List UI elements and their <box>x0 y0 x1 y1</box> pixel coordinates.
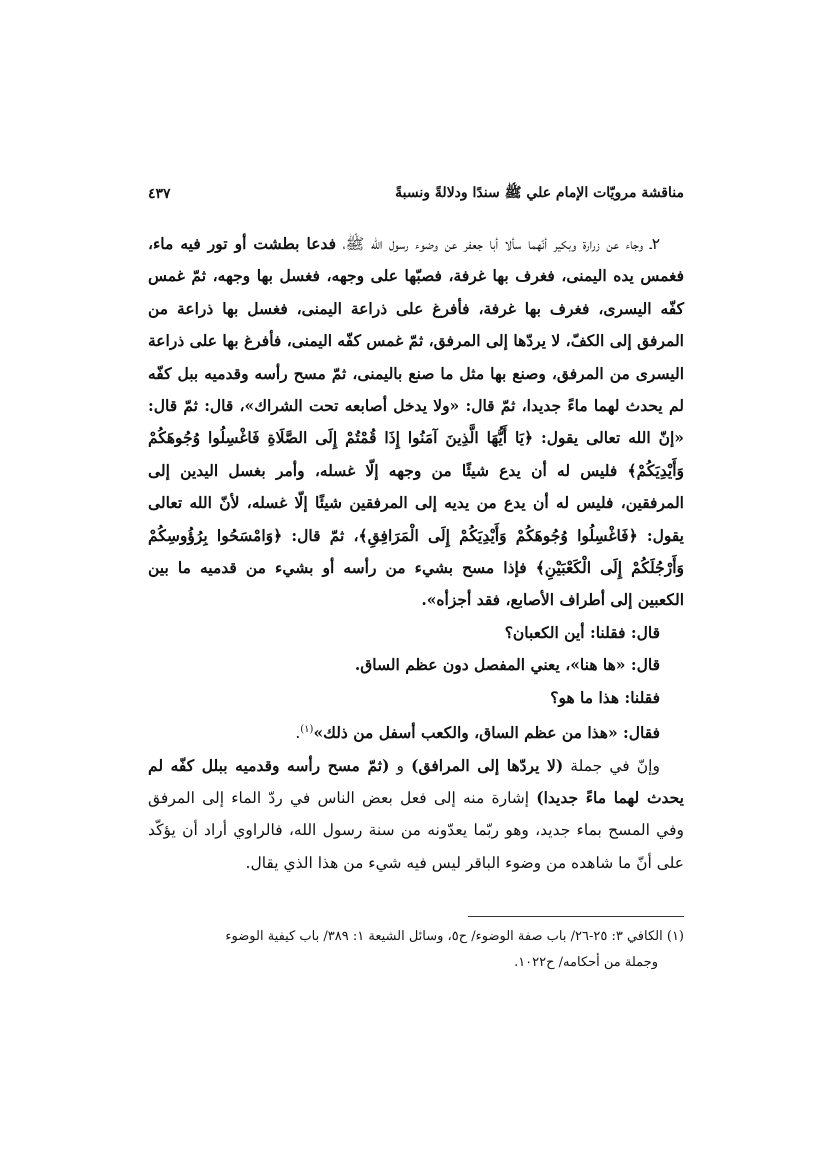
page-number: ٤٣٧ <box>148 186 171 202</box>
dialogue-end: . <box>295 724 301 743</box>
paragraph-commentary <box>148 750 684 880</box>
running-header <box>148 180 684 208</box>
footnote-line: وجملة من أحكامه/ ح١٠٢٢. <box>514 955 658 970</box>
footnote-divider <box>468 916 684 917</box>
commentary-part: و <box>389 756 412 775</box>
header-title: مناقشة مرويّات الإمام علي ﷺ سندًا ودلالةً ونسبةً <box>395 185 684 201</box>
dialogue-line: فقلنا: هذا ما هو؟ <box>550 687 660 707</box>
dialogue-text: فقال: «هذا من عظم الساق، والكعب أسفل من ذلك» <box>313 723 660 743</box>
dialogue-line-with-note <box>148 714 684 750</box>
quoted-phrase: (لا يردّها إلى المرافق) <box>411 755 564 775</box>
commentary-part: إشارة منه إلى فعل بعض الناس في ردّ الماء إلى المرفق وفي المسح بماء جديد، وهو ربّما يعدّونه من سنة رسول الله، فالراوي أراد أن يؤكّد على أنّ ما شاهده من وضوء الباقر ليس فيه شيء من هذا الذي يقال. <box>148 789 684 872</box>
dialogue-line: قال: فقلنا: أين الكعبان؟ <box>504 622 660 642</box>
footnotes <box>148 924 684 976</box>
hadith-text: فدعا بطشت أو تور فيه ماء، فغمس يده اليمنى، فغرف بها غرفة، فصبّها على وجهه، فغسل بها وجهه، ثمّ غمس كفّه اليسرى، فغرف بها غرفة، فأفرغ على ذراعة اليمنى، فغسل بها ذراعة من المرفق إلى الكفّ، لا يردّها إلى المرفق، ثمّ غمس كفّه اليمنى، فأفرغ بها على ذراعة اليسرى من المرفق، وصنع بها مثل ما صنع باليمنى، ثمّ مسح رأسه وقدميه ببل كفّه لم يحدث لهما ماءً جديدا، ثمّ قال: «ولا يدخل أصابعه تحت الشراك»، قال: ثمّ قال: «إنّ الله تعالى يقول: ﴿يَا أَيُّهَا الَّذِينَ آمَنُوا إِذَا قُمْتُمْ إِلَى الصَّلَاةِ فَاغْسِلُوا وُجُوهَكُمْ وَأَيْدِيَكُمْ﴾ فليس له أن يدع شيئًا من وجهه إلّا غسله، وأمر بغسل اليدين إلى المرفقين، فليس له أن يدع من يديه إلى المرفقين شيئًا إلّا غسله، لأنّ الله تعالى يقول: ﴿فَاغْسِلُوا وُجُوهَكُمْ وَأَيْدِيَكُمْ إِلَى الْمَرَافِقِ﴾، ثمّ قال: ﴿وَامْسَحُوا بِرُؤُوسِكُمْ وَأَرْجُلَكُمْ إِلَى الْكَعْبَيْنِ﴾ فإذا مسح بشيء من رأسه أو بشيء من قدميه ما بين الكعبين إلى أطراف الأصابع، فقد أجزأه». <box>148 234 684 610</box>
dialogue-line: قال: «ها هنا»، يعني المفصل دون عظم الساق. <box>354 655 660 675</box>
hadith-intro: ٢ـ وجاء عن زرارة وبكير أنّهما سألا أبا جعفر عن وضوء رسول الله ﷺ، <box>336 235 661 253</box>
footnote-line: (١) الكافي ٣: ٢٥-٢٦/ باب صفة الوضوء/ ح٥، وسائل الشيعة ١: ٣٨٩/ باب كيفية الوضوء <box>225 929 684 944</box>
main-text <box>148 228 684 879</box>
paragraph-hadith <box>148 228 684 617</box>
quoted-phrase: (ثمّ مسح رأسه وقدميه ببلل كفّه لم يحدث لهما ماءً جديدا) <box>148 755 684 808</box>
commentary-part: وإنّ في جملة <box>563 756 660 775</box>
footnote-reference[interactable]: (١) <box>300 724 314 736</box>
